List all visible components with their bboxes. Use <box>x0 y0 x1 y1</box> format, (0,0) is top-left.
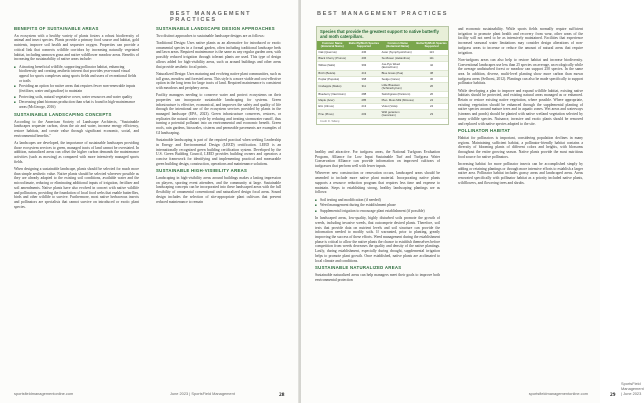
table-cell: 113 <box>415 50 448 55</box>
table-cell: 413 <box>347 70 380 76</box>
list-item: ■ Decreasing plant biomass production than what is found in high-maintenance areas (McGeorge, 2016) <box>14 100 139 109</box>
list-item: ■ Weed management during the establishment phase <box>315 203 440 208</box>
table-cell: 288 <box>347 92 380 98</box>
heading-naturalized: SUSTAINABLE NATURALIZED AREAS <box>315 265 402 271</box>
paragraph: As landscapes are developed, the importance of sustainable landscapes providing those ecosystem services to green, managed tracts of land cannot be overstated. In addition, naturalized areas can offset the higher carbon demands the maintenance activities (such as mowing) as compared with more intensively managed sports fields. <box>14 140 139 164</box>
heading-benefits: BENEFITS OF SUSTAINABLE AREAS <box>14 26 99 31</box>
table-cell: Switchgrass (Panicum) <box>380 92 415 98</box>
table-header-row <box>317 41 448 50</box>
table-cell: 23 <box>415 110 448 119</box>
table-cell: Sunflower (Helianthus) <box>380 55 415 61</box>
table-cell: 285 <box>347 98 380 104</box>
table-title: Species that provide the greatest support to native butterfly and moth caterpillars. <box>317 27 448 41</box>
paragraph: Naturalized Design: Uses maturing and evolving native plant communities, such as tall grass, meadow and forested areas. This style is a more viable and cost-effective option in the long term for large tracts of land. Required maintenance is consistent with meadows and periphery areas. <box>156 71 281 90</box>
table-cell: Elm (Ulmus) <box>317 104 347 110</box>
table-credit: Credit: D. Tallamy <box>320 120 340 124</box>
heading-high-visibility: SUSTAINABLE HIGH-VISIBILITY AREAS <box>156 168 248 174</box>
table-cell: Plan. Moss Milk (Mimosa) <box>381 97 414 102</box>
table-cell: Black Cherry (Prunus) <box>318 55 346 60</box>
paragraph: According to the American Society of Landscape Architects, "Sustainable landscapes sequester carbon, clean the air and water, increase energy efficiency, restore habitats, and create value through significant economic, social, and environmental benefits." <box>14 119 139 138</box>
table-cell: 24 <box>415 98 448 104</box>
paragraph: Habitat for pollinators is important, considering population declines in many regions. Maintaining sufficient habitat, a pollinator-friendly habitat contains a diversity of blooming plants of different colors and heights, with blossoms throughout the entire growing season. Native plants provide the most nutritious food source for native pollinators. <box>458 135 583 159</box>
paragraph: healthy and attractive. For turfgrass areas, the National Turfgrass Evaluation Program, Alliance for Low Input Sustainable Turf and Turfgrass Water Conservation Alliance can provide information on improved cultivars of turfgrasses that perform well with fewer inputs. <box>315 150 440 169</box>
table-cell: 203 <box>347 110 380 119</box>
table-cell: Crabapple (Malus) <box>317 82 347 91</box>
left-footer-url: sportsfieldmanagementonline.com <box>14 391 74 396</box>
table-cell: Sedge (Carex) <box>380 76 415 82</box>
column-1 <box>14 27 139 212</box>
paragraph: Two distinct approaches to sustainable landscape designs are as follows: <box>156 33 265 38</box>
paragraph: Landscaping in high-visibility areas around buildings makes a lasting impression on players, sporting event attendees, and the community at large. Sustainable landscaping concepts can be incorporated into these landscaped areas with the full flexibility of ornamental conventional and naturalized design focal areas. Sound design includes the selection of site-appropriate plant cultivars that prevent reduced maintenance to remain <box>156 176 281 204</box>
table-cell: Wild geranium (Geranium) <box>380 110 415 119</box>
paragraph: While developing a plan to improve and expand wildlife habitat, existing native habitats should be protected, and existing natural areas managed as or enhanced. Retain or restore existing native vegetation, where possible. Where appropriate, existing vegetation should be enhanced through the supplemental planting of native species around mature trees and in aquatic zones. Wet areas and waterways (streams and ponds) should be planted with native wetland vegetation selected by many wildlife species. Nuisance, invasive and exotic plants should be removed and replaced with native species adapted to the site. <box>458 88 583 126</box>
table-cell: 36 <box>415 76 448 82</box>
table-cell: Blueberry (Vaccinium) <box>318 91 346 96</box>
paragraph: When designing a sustainable landscape, plants should be selected for much more than simple aesthetic value. Native plants should be selected wherever possible as they are already adapted to the existing soil conditions, available water and the microclimate, reducing or eliminating additional inputs of irrigation, fertilizer and soil amendments. Native plants have also evolved in concert with native wildlife and pollinators, providing the foundation of local food webs that enable butterflies, birds and other wildlife to survive. Furthermore, most native herbaceous insects and pollinators are specialists that cannot survive on introduced or exotic plant species. <box>14 167 139 209</box>
table-cell: Joe-Pye Weed (Eutrochium) <box>380 61 415 70</box>
paragraph: Increasing habitat for more pollinator insects can be accomplished simply by adding or retaining plantings or through more intensive efforts to establish a larger native area. Pollinator habitat includes grassy areas and landscaped areas. Areas renovated specifically with pollinator habitat as a priority included native plants, wildflowers, and flowering trees and shrubs. <box>458 162 583 185</box>
table-header-cell: Butterfly/Moth Species Supported <box>416 41 447 49</box>
table-cell: Pine (Pinus) <box>317 110 347 119</box>
table-cell: 406 <box>347 55 380 61</box>
table-header-cell: Butterfly/Moth Species Supported <box>348 41 380 49</box>
table-cell: 38 <box>415 70 448 76</box>
table-cell: Willow (Salix) <box>317 61 347 70</box>
paragraph: In landscaped areas, low-quality, highly disturbed soils promote the growth of weeds, including invasive weeds, that outcompete desired plants. Therefore, soil tests that provide data on nutrient levels and soil structure can provide the information needed to modify soils. If warranted, prior to planting, greatly improving the success of these efforts. Weed management during the establishment phase is critical to allow the native plants the chance to establish themselves before competition from weeds decreases the quality and density of the native plantings. Lastly, during establishment, especially during drought, supplemental irrigation helps to promote plant growth. Once established, native plants are acclimated to local climate and conditions. <box>315 216 440 263</box>
table-header-cell: Common Name (Botanical Name) <box>317 41 347 50</box>
right-footer-issue: SportsField Management | June 2023 <box>621 381 644 396</box>
table-cell: Little Bluestem (Schizachyrium) <box>380 82 415 91</box>
table-cell: 368 <box>347 76 380 82</box>
table-cell: 393 <box>347 61 380 70</box>
table-cell: 24 <box>415 104 448 110</box>
table-row <box>317 110 448 119</box>
list-item: ■ Supplemental irrigation to encourage plant establishment (if possible) <box>315 209 440 214</box>
table-cell: Aster (Symphyotrichum) <box>380 50 415 55</box>
heading-concepts: SUSTAINABLE LANDSCAPING CONCEPTS <box>14 111 112 117</box>
right-page-header: BEST MANAGEMENT PRACTICES <box>317 11 449 17</box>
list-item: ■ Soil testing and modification (if needed) <box>315 198 440 203</box>
heading-pollinator: POLLINATOR HABITAT <box>458 128 511 134</box>
caterpillar-species-table <box>316 26 449 125</box>
right-page-number: 29 <box>610 392 616 398</box>
table-cell: Blue Grass (Poa) <box>380 70 415 76</box>
left-page-number: 28 <box>279 392 285 398</box>
steps-list <box>315 198 440 214</box>
benefits-list <box>14 65 139 110</box>
table-cell: 436 <box>347 50 380 55</box>
table-cell: 26 <box>415 82 448 91</box>
table-row <box>317 82 448 91</box>
right-footer-url: sportsfieldmanagementonline.com <box>528 391 588 396</box>
left-page-header: BEST MANAGEMENT PRACTICES <box>170 11 252 23</box>
column-2 <box>156 27 281 207</box>
table-cell: 26 <box>415 92 448 98</box>
list-item: ■ Protecting soils, natural vegetative cover, water resources and water quality <box>14 95 139 100</box>
table-cell: Birch (Betula) <box>317 70 347 76</box>
list-item: ■ Attracting beneficial wildlife, supporting pollinator habitat, enhancing biodiversity and creating aesthetic interest that provides year-round visual appeal for sports complexes using sports fields and users of recreational fields or trails <box>14 65 139 84</box>
paragraph: Sustainable naturalized areas can help managers meet their goals to improve both environmental protection <box>315 272 440 282</box>
paragraph: Sustainable landscaping is part of the required practical when seeking Leadership in Energy and Environmental Design (LEED) certification. LEED is an internationally recognized green building certification system. Developed by the U.S. Green Building Council, LEED provides building owners and operators a concise framework for identifying and implementing practical and measurable green building design, construction, operations and maintenance solutions. <box>156 138 281 166</box>
list-item: ■ Providing an option for native areas that requires fewer non-renewable inputs (fertilizer, water and gasoline) to maintain <box>14 84 139 93</box>
column-4 <box>458 27 583 188</box>
table-cell: 311 <box>347 82 380 91</box>
paragraph: Non-turfgrass areas can also help to restore habitat and increase biodiversity. Conventional landscapes use less than 25 species on average, an ecologically while the average undisturbed forest or meadow can support 250 species. In the same area. In addition, diverse, multi-level planting show more carbon than mown turfgrass areas (Selhorst, 2012). Plantings can also be made specifically to support pollinator habitats. <box>458 57 583 86</box>
left-footer-issue: June 2023 | SportsField Management <box>170 391 235 396</box>
column-3 <box>315 150 440 285</box>
paragraph: Facility managers needing to conserve water and protect ecosystems on their properties can incorporate sustainable landscaping for systems. Green infrastructure is effective, economical, and improves the safety and quality of life through the intentional use of the ecosystem services provided by plants in the managed landscape (EPA, 2023). Green infrastructure conserves, restores, or replicates the natural water cycle by reducing and treating stormwater runoff, thus turning a potential pollutant into an environmental and economic benefit. Green roofs, rain gardens, bioswales, cisterns and permeable pavements are examples of GI landscaping. <box>156 93 281 135</box>
table-cell: Maple (Acer) <box>317 98 347 104</box>
paragraph: Wherever new construction or renovation occurs, landscaped areas should be amended to include more native plant material. Incorporating native plants supports a resource reduction program that requires less time and expense to maintain. Steps to establishing strong, healthy landscaping plantings are as follows: <box>315 171 440 195</box>
paragraph: Traditional Design: Uses native plants as an alternative for introduced or exotic ornamental species in a formal garden, often including traditional landscape beds and lawn areas. Required maintenance is the same as any regular garden area, with possibly reduced irrigation through tolerant plants are used. This type of design allows added for high-visibility areas, such as around buildings and other areas that provide aesthetic focal points. <box>156 41 281 69</box>
paragraph: and economic sustainability. While sports fields normally require sufficient irrigation to promote plant health and recovery from wear, other areas of the facility will not need to be as intensively maintained. Facilities that experience increased seasonal water limitations may consider design alterations of non-turfgrass areas to increase or reduce the amount of natural areas that require irrigation. <box>458 27 583 55</box>
table-cell: Oak (Quercus) <box>317 50 347 55</box>
paragraph: An ecosystem with a healthy variety of plants fosters a robust biodiversity of animal and insect species. Plants provide a primary food source and habitat, gold nutrients, improve soil health and sequester oxygen. Properties can provide a critical link that connects wildlife corridors by increasing naturally vegetated habitat, including unmown grass and native wildflower meadow areas. Benefits of increasing the sustainability of native areas include: <box>14 33 139 62</box>
table-header-cell: Common Name (Botanical Name) <box>380 41 415 50</box>
table-cell: 213 <box>347 104 380 110</box>
table-row <box>317 61 448 70</box>
table-cell: Poplar (Populus) <box>317 76 347 82</box>
heading-design-approaches: SUSTAINABLE LANDSCAPE DESIGN APPROACHES <box>156 26 275 31</box>
species-table <box>317 41 448 119</box>
table-cell: 42 <box>415 61 448 70</box>
table-cell: Violet (Viola) <box>380 104 415 110</box>
table-cell: 111 <box>415 55 448 61</box>
left-page <box>0 0 299 403</box>
